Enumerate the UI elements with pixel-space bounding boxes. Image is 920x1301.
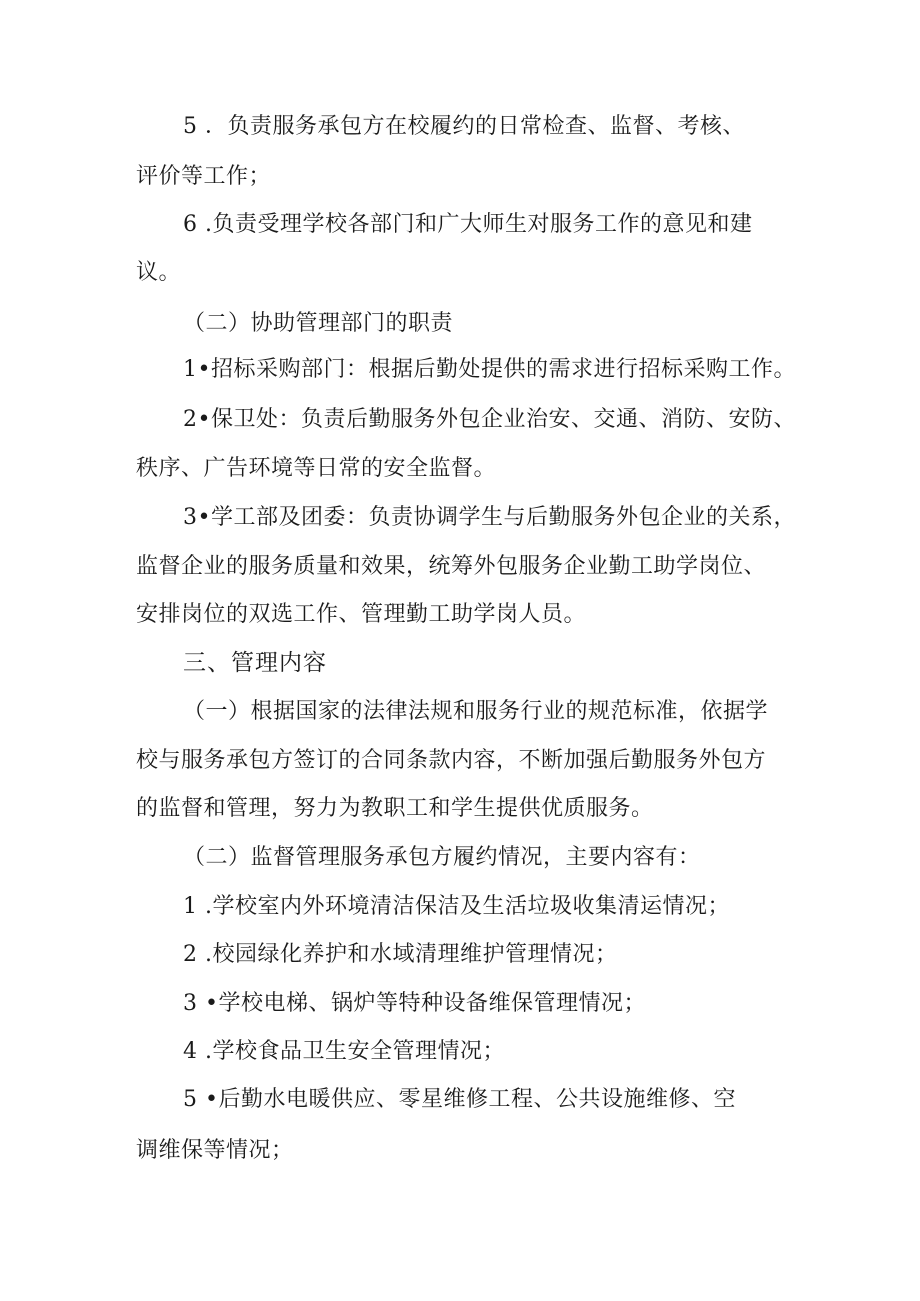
paragraph-line: 秩序、广告环境等日常的安全监督。 bbox=[136, 456, 497, 481]
list-item: 5 •后勤水电暖供应、零星维修工程、公共设施维修、空 bbox=[183, 1087, 736, 1112]
paragraph-line: 3•学工部及团委：负责协调学生与后勤服务外包企业的关系， bbox=[183, 505, 796, 530]
paragraph-line: 议。 bbox=[136, 260, 182, 285]
paragraph-line: 6 .负责受理学校各部门和广大师生对服务工作的意见和建 bbox=[183, 212, 753, 237]
paragraph-line: 评价等工作； bbox=[136, 164, 272, 189]
paragraph-line: 安排岗位的双选工作、管理勤工助学岗人员。 bbox=[136, 602, 587, 627]
section-heading: 三、管理内容 bbox=[183, 650, 327, 676]
paragraph-line: 2•保卫处：负责后勤服务外包企业治安、交通、消防、安防、 bbox=[183, 407, 796, 432]
paragraph-line: 1•招标采购部门：根据后勤处提供的需求进行招标采购工作。 bbox=[183, 357, 796, 382]
paragraph-line: 5 ．负责服务承包方在校履约的日常检查、监督、考核、 bbox=[183, 114, 745, 139]
paragraph-line: （二）监督管理服务承包方履约情况，主要内容有： bbox=[183, 845, 701, 870]
paragraph-line: （一）根据国家的法律法规和服务行业的规范标准，依据学 bbox=[183, 699, 769, 724]
paragraph-line: 的监督和管理，努力为教职工和学生提供优质服务。 bbox=[136, 796, 654, 821]
paragraph-line: 调维保等情况； bbox=[136, 1138, 294, 1163]
paragraph-line: 校与服务承包方签订的合同条款内容，不断加强后勤服务外包方 bbox=[136, 748, 767, 773]
list-item: 2 .校园绿化养护和水域清理维护管理情况； bbox=[183, 942, 618, 967]
section-subheading: （二）协助管理部门的职责 bbox=[183, 311, 454, 336]
list-item: 3 •学校电梯、锅炉等特种设备维保管理情况； bbox=[183, 991, 646, 1016]
paragraph-line: 监督企业的服务质量和效果，统筹外包服务企业勤工助学岗位、 bbox=[136, 554, 767, 579]
list-item: 4 .学校食品卫生安全管理情况； bbox=[183, 1039, 505, 1064]
list-item: 1 .学校室内外环境清洁保洁及生活垃圾收集清运情况； bbox=[183, 894, 730, 919]
